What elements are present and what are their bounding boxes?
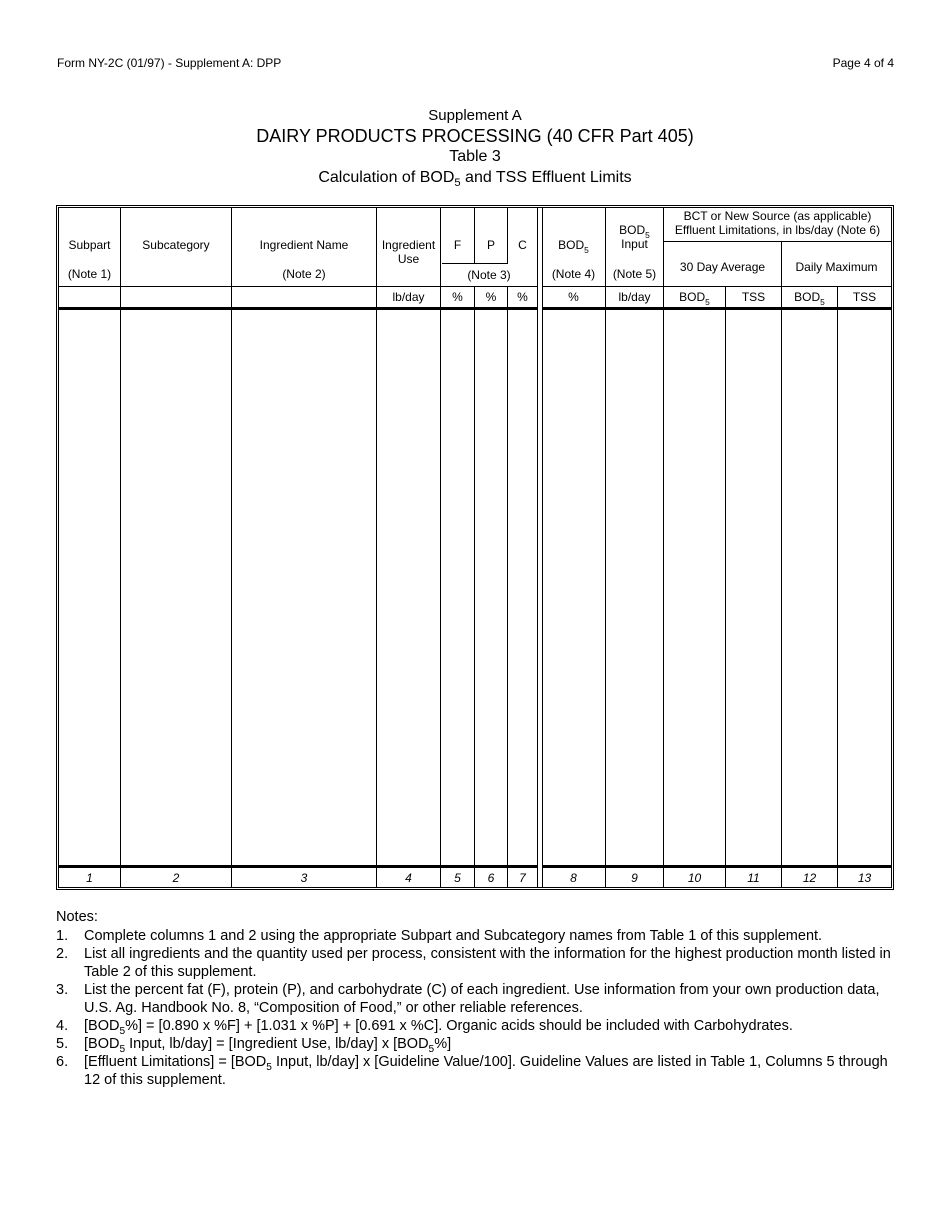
col-rule-5a (474, 208, 475, 263)
unit-p: % (485, 290, 497, 304)
col-number: 10 (687, 871, 702, 885)
double-col-rule (537, 208, 543, 887)
page-number: Page 4 of 4 (832, 56, 894, 70)
table-subtitle: Calculation of $BOD_5$ and TSS Effluent Limits (318, 169, 632, 189)
col-f-label: F (453, 238, 462, 252)
note-6: 6. [Effluent Limitations] = [$BOD_5$ Input, lb/day] x [Guideline Value/100]. Guideline Values are listed in Table 1, Columns 5 through 12 of this supplement. (56, 1054, 888, 1088)
col-ingredient-name-note: (Note 2) (282, 267, 326, 281)
col-number: 7 (519, 871, 526, 885)
col-number: 8 (570, 871, 577, 885)
col-bod-input-label: $BOD_5$ Input (619, 223, 650, 251)
col-subcategory-label: Subcategory (142, 238, 210, 252)
col-rule-6b (507, 286, 508, 887)
daily-max-label: Daily Maximum (795, 260, 878, 274)
col-number: 5 (454, 871, 461, 885)
col-number: 3 (300, 871, 308, 885)
note-2: 2. List all ingredients and the quantity used per process, consistent with the information for the highest production month listed in Table 2 of this supplement. (56, 946, 891, 980)
col-number: 4 (405, 871, 412, 885)
group-title-rule (664, 241, 891, 242)
col-bod-label: $BOD_5$ (558, 238, 589, 255)
col-number: 13 (857, 871, 872, 885)
effluent-group-title: BCT or New Source (as applicable) Effluent Limitations, in lbs/day (Note 6) (674, 209, 881, 237)
col-number: 2 (172, 871, 180, 885)
col-rule-10 (725, 286, 726, 887)
unit-max-tss: TSS (852, 290, 877, 304)
table-title: Table 3 (449, 148, 501, 165)
footer-top-rule (59, 865, 891, 868)
col-ingredient-use-label: Ingredient Use (381, 238, 436, 266)
unit-bod-input: lb/day (618, 290, 651, 304)
col-rule-3 (376, 208, 377, 887)
col-rule-9 (663, 208, 664, 887)
col-rule-1 (120, 208, 121, 887)
title-block (0, 107, 950, 188)
col-subpart-note: (Note 1) (67, 267, 112, 281)
effluent-calculation-table (56, 205, 894, 890)
col-rule-4 (440, 208, 441, 887)
col-subpart-label: Subpart (68, 238, 111, 252)
form-id: Form NY-2C (01/97) - Supplement A: DPP (57, 56, 282, 70)
unit-avg-bod: $BOD_5$ (679, 290, 710, 307)
avg30-label: 30 Day Average (679, 260, 766, 274)
col-rule-2 (231, 208, 232, 887)
note-1: 1. Complete columns 1 and 2 using the appropriate Subpart and Subcategory names from Table 1 of this supplement. (56, 928, 823, 944)
col-number: 11 (747, 871, 760, 885)
col-c-label: C (518, 238, 527, 252)
note-4: 4. $[BOD_5\%] = [0.890$ x %F] + [1.031 x %P] + [0.691 x %C]. Organic acids should be included with Carbohydrates. (56, 1018, 793, 1037)
unit-avg-tss: TSS (741, 290, 766, 304)
col-rule-12 (837, 286, 838, 887)
unit-c: % (517, 290, 528, 304)
col-number: 6 (487, 871, 495, 885)
unit-bod: % (568, 290, 579, 304)
unit-f: % (452, 290, 463, 304)
col-bod-input-note: (Note 5) (612, 267, 657, 281)
fpc-note-rule (442, 263, 508, 264)
unit-ingredient-use: lb/day (392, 290, 425, 304)
col-p-label: P (486, 238, 495, 252)
units-row-top-rule (59, 286, 891, 287)
col-rule-8 (605, 208, 606, 887)
notes-heading: Notes: (56, 909, 98, 925)
col-number: 9 (631, 871, 638, 885)
note-3: 3. List the percent fat (F), protein (P), and carbohydrate (C) of each ingredient. Use information from your own production data, U.S. Ag. Handbook No. 8, “Composition of Food,” or other reliable references. (56, 982, 880, 1016)
supplement-title: Supplement A (428, 107, 522, 124)
note-5: 5. [$BOD_5$ Input, lb/day] = [Ingredient Use, lb/day] x $[BOD_5\%]$ (56, 1036, 452, 1055)
main-title: DAIRY PRODUCTS PROCESSING (40 CFR Part 405) (256, 126, 694, 146)
col-rule-6a (507, 208, 508, 263)
col-bod-note: (Note 4) (551, 267, 596, 281)
col-ingredient-name-label: Ingredient Name (259, 238, 349, 252)
col-number: 12 (802, 871, 817, 885)
col-number: 1 (86, 871, 93, 885)
unit-max-bod: $BOD_5$ (794, 290, 825, 307)
col-rule-11 (781, 241, 782, 887)
col-rule-5b (474, 286, 475, 887)
notes-section (56, 908, 898, 1089)
fpc-note: (Note 3) (467, 268, 511, 282)
header-bottom-rule (59, 307, 891, 310)
